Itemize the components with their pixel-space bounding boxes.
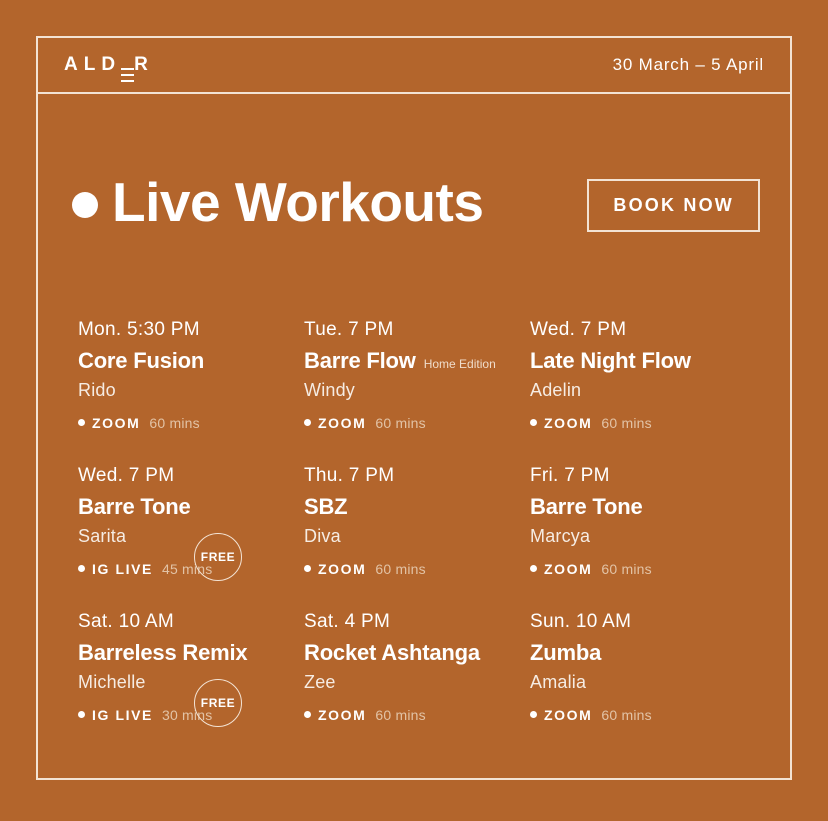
class-card[interactable] (304, 465, 530, 577)
class-meta (530, 415, 746, 431)
bullet-dot-icon (530, 711, 537, 718)
class-name: Late Night Flow (530, 347, 691, 373)
class-time: Sun. 10 AM (530, 610, 632, 632)
class-card[interactable] (530, 465, 756, 577)
class-platform: ZOOM (318, 706, 367, 723)
class-time: Sat. 10 AM (78, 610, 174, 632)
class-instructor: Rido (78, 379, 116, 400)
class-name: Barre Tone (78, 493, 191, 519)
class-time: Tue. 7 PM (304, 318, 394, 340)
class-time: Sat. 4 PM (304, 610, 391, 632)
class-card[interactable] (530, 319, 756, 431)
bullet-dot-icon (78, 419, 85, 426)
class-name: Barre Tone (530, 493, 643, 519)
class-duration: 45 mins (162, 560, 213, 577)
class-title-row (530, 348, 746, 374)
class-name: Barreless Remix (78, 639, 248, 665)
class-title-row (530, 494, 746, 520)
free-badge: FREE (194, 679, 242, 727)
class-instructor: Sarita (78, 525, 127, 546)
class-name: SBZ (304, 493, 348, 519)
class-subtitle: Home Edition (423, 356, 496, 371)
class-meta (304, 707, 520, 723)
brand-logo (64, 54, 154, 76)
filled-circle-icon (72, 192, 98, 218)
class-meta (530, 707, 746, 723)
bullet-dot-icon (78, 565, 85, 572)
class-title-row (78, 494, 294, 520)
title-left (72, 138, 483, 267)
bullet-dot-icon (304, 419, 311, 426)
class-meta (78, 415, 294, 431)
brand-logo-text-r: R (134, 54, 154, 75)
title-row (38, 94, 790, 267)
bullet-dot-icon (78, 711, 85, 718)
class-meta (78, 707, 294, 723)
schedule-poster (36, 36, 792, 780)
class-platform: ZOOM (318, 560, 367, 577)
class-card[interactable] (78, 319, 304, 431)
class-schedule-grid (38, 267, 790, 723)
class-name: Rocket Ashtanga (304, 639, 480, 665)
class-meta (304, 561, 520, 577)
bullet-dot-icon (304, 711, 311, 718)
bullet-dot-icon (530, 565, 537, 572)
class-platform: ZOOM (318, 414, 367, 431)
bullet-dot-icon (304, 565, 311, 572)
class-title-row (530, 640, 746, 666)
class-card[interactable] (78, 465, 304, 577)
class-time: Mon. 5:30 PM (78, 318, 200, 340)
class-meta (78, 561, 294, 577)
brand-logo-text-a: A (64, 54, 84, 75)
class-duration: 60 mins (601, 706, 652, 723)
class-title-row (78, 640, 294, 666)
class-platform: ZOOM (544, 414, 593, 431)
class-time: Wed. 7 PM (78, 464, 175, 486)
class-title-row (304, 348, 520, 374)
class-meta (304, 415, 520, 431)
class-duration: 60 mins (375, 414, 426, 431)
page-title: Live Workouts (112, 170, 484, 233)
class-card[interactable] (530, 611, 756, 723)
class-platform: ZOOM (544, 560, 593, 577)
class-name: Zumba (530, 639, 602, 665)
class-duration: 60 mins (149, 414, 200, 431)
bullet-dot-icon (530, 419, 537, 426)
class-platform: ZOOM (92, 414, 141, 431)
class-duration: 30 mins (162, 706, 213, 723)
class-name: Core Fusion (78, 347, 205, 373)
class-instructor: Zee (304, 671, 336, 692)
class-card[interactable] (78, 611, 304, 723)
class-title-row (304, 494, 520, 520)
class-title-row (78, 348, 294, 374)
free-badge: FREE (194, 533, 242, 581)
class-instructor: Windy (304, 379, 356, 400)
book-now-button[interactable]: BOOK NOW (587, 179, 760, 232)
class-platform: IG LIVE (92, 560, 153, 577)
brand-logo-text-l: L (83, 54, 102, 75)
class-time: Fri. 7 PM (530, 464, 610, 486)
class-time: Thu. 7 PM (304, 464, 395, 486)
date-range: 30 March – 5 April (612, 55, 764, 74)
poster-header (38, 38, 790, 94)
class-duration: 60 mins (601, 414, 652, 431)
class-card[interactable] (304, 319, 530, 431)
class-instructor: Michelle (78, 671, 146, 692)
class-platform: ZOOM (544, 706, 593, 723)
class-instructor: Diva (304, 525, 341, 546)
class-time: Wed. 7 PM (530, 318, 627, 340)
class-instructor: Marcya (530, 525, 591, 546)
class-instructor: Amalia (530, 671, 587, 692)
brand-logo-text-d: D (101, 54, 122, 75)
class-title-row (304, 640, 520, 666)
class-duration: 60 mins (375, 560, 426, 577)
class-instructor: Adelin (530, 379, 582, 400)
class-name: Barre Flow (304, 347, 416, 373)
class-card[interactable] (304, 611, 530, 723)
class-meta (530, 561, 746, 577)
class-duration: 60 mins (375, 706, 426, 723)
class-duration: 60 mins (601, 560, 652, 577)
class-platform: IG LIVE (92, 706, 153, 723)
